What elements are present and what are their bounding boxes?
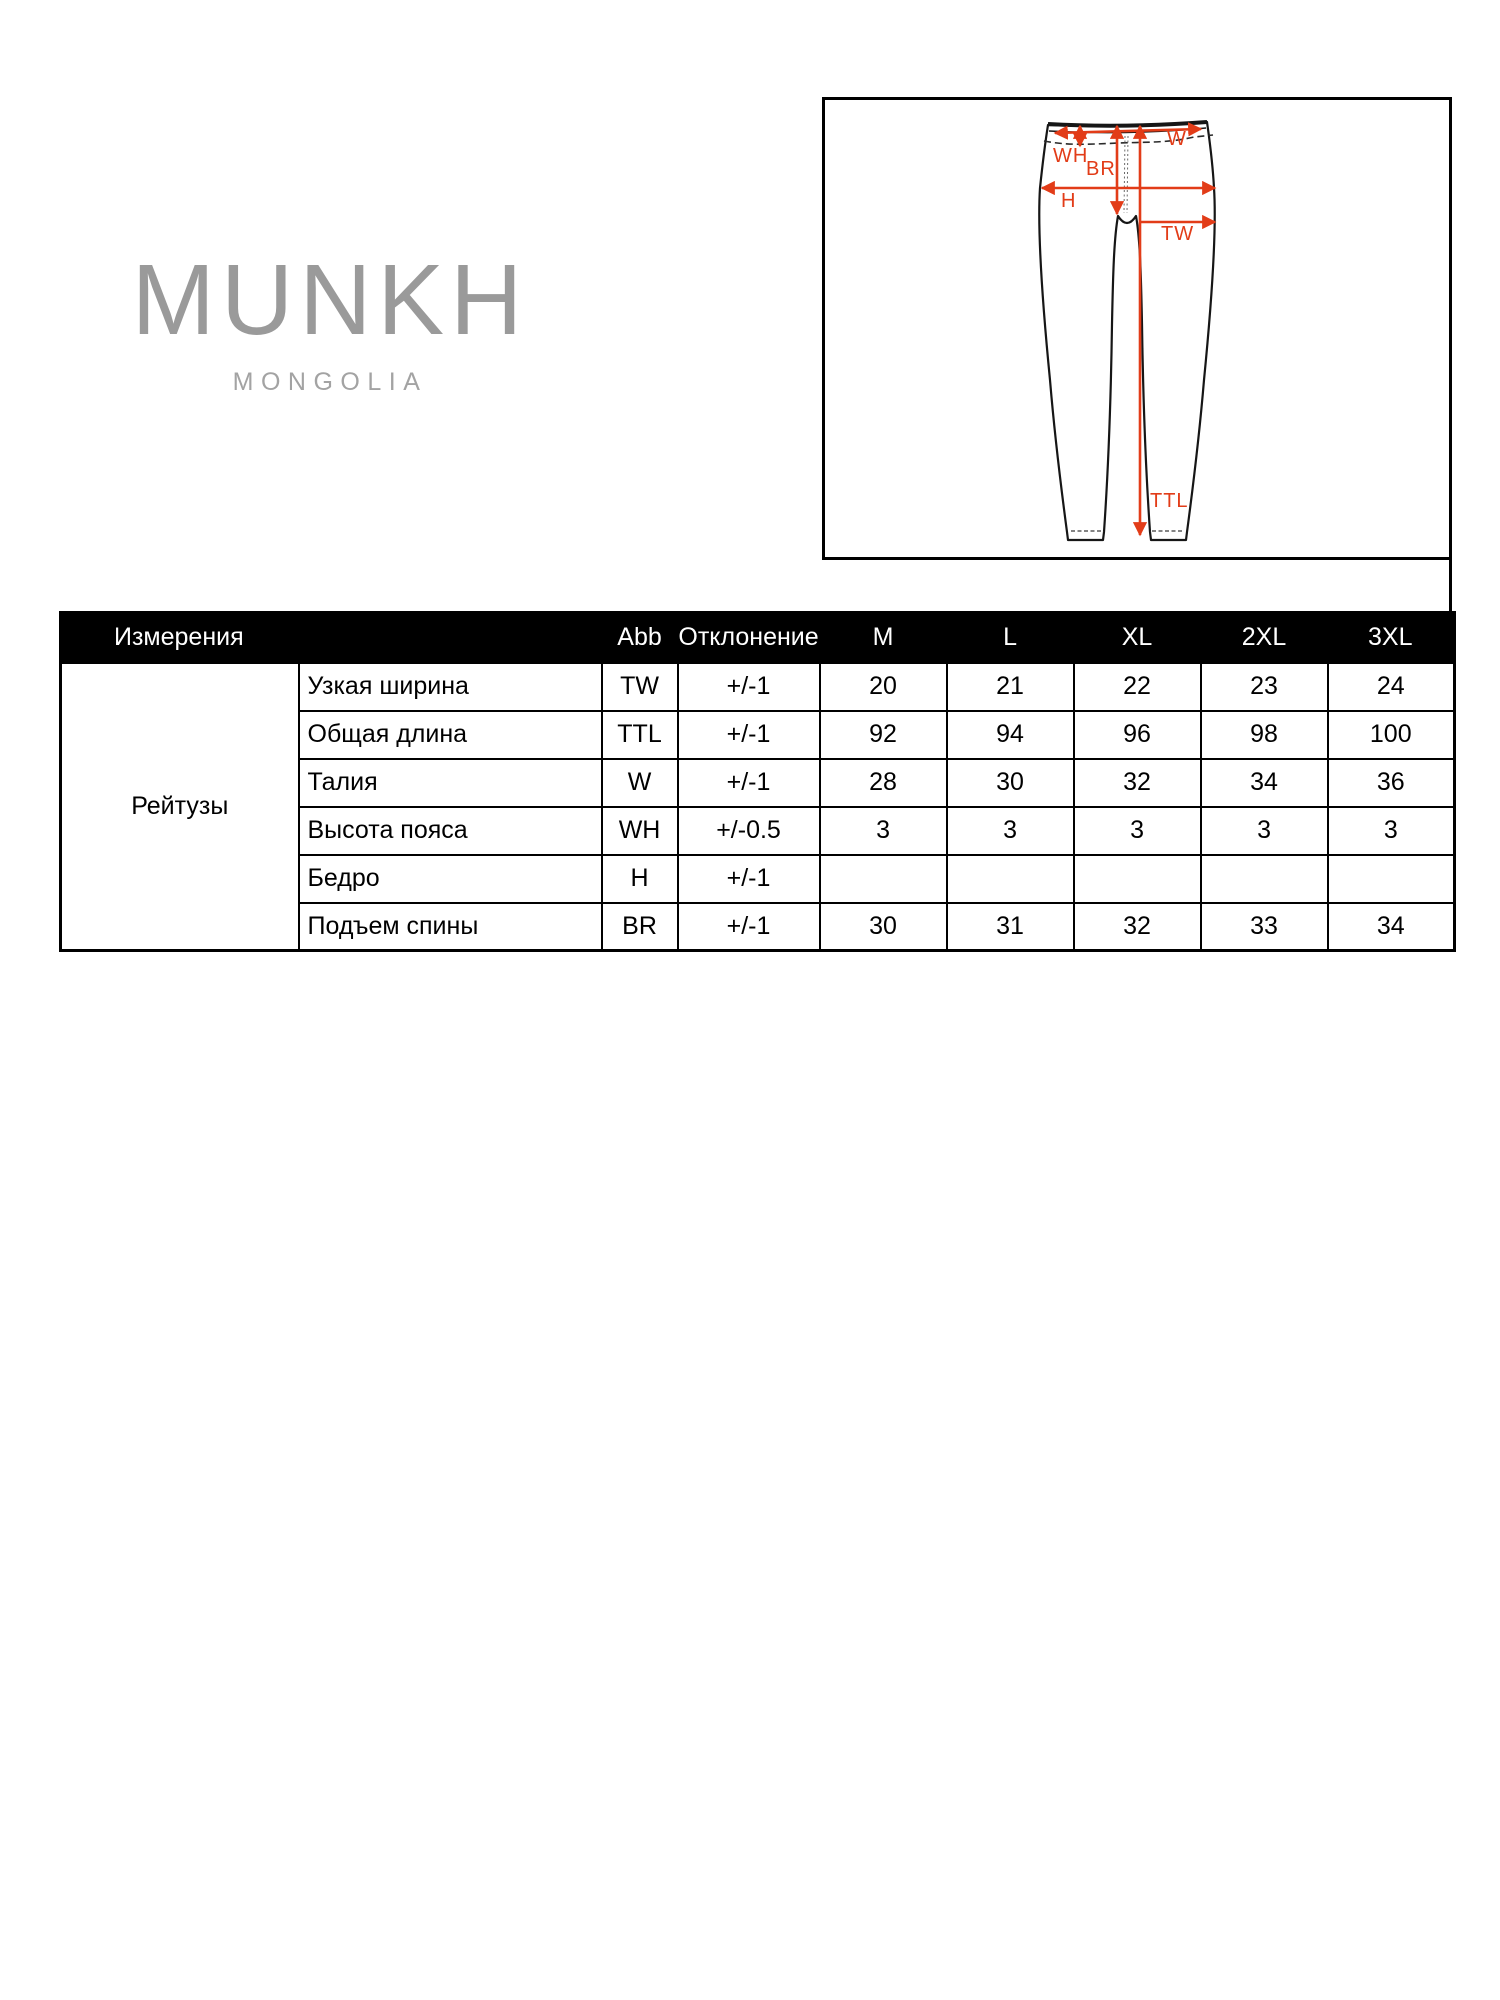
size-value-cell: 92 (820, 711, 947, 759)
tolerance-cell: +/-0.5 (678, 807, 820, 855)
col-header-size-l: L (947, 613, 1074, 663)
measurement-name-cell: Узкая ширина (299, 663, 602, 711)
spec-row-narrow-width (61, 663, 1455, 711)
measurement-name-cell: Талия (299, 759, 602, 807)
size-value-cell: 28 (820, 759, 947, 807)
tolerance-cell: +/-1 (678, 759, 820, 807)
tolerance-cell: +/-1 (678, 903, 820, 951)
size-value-cell: 3 (1074, 807, 1201, 855)
label-wh: WH (1053, 145, 1089, 167)
size-value-cell: 96 (1074, 711, 1201, 759)
size-value-cell: 3 (947, 807, 1074, 855)
col-header-size-m: M (820, 613, 947, 663)
size-value-cell: 22 (1074, 663, 1201, 711)
abb-cell: TW (602, 663, 678, 711)
abb-cell: W (602, 759, 678, 807)
size-value-cell: 33 (1201, 903, 1328, 951)
abb-cell: WH (602, 807, 678, 855)
size-value-cell: 24 (1328, 663, 1455, 711)
size-value-cell (1328, 855, 1455, 903)
brand-subtitle: MONGOLIA (232, 368, 428, 396)
size-value-cell: 3 (820, 807, 947, 855)
measurement-name-cell: Подъем спины (299, 903, 602, 951)
table-header-row (61, 613, 1455, 663)
size-value-cell: 23 (1201, 663, 1328, 711)
size-value-cell: 32 (1074, 903, 1201, 951)
measurement-name-cell: Бедро (299, 855, 602, 903)
size-value-cell: 30 (820, 903, 947, 951)
leggings-drawing (825, 100, 1449, 557)
col-header-measurements: Измерения (61, 613, 602, 663)
label-w: W (1167, 128, 1187, 150)
garment-group-label: Рейтузы (61, 663, 299, 951)
size-value-cell: 94 (947, 711, 1074, 759)
size-value-cell: 3 (1328, 807, 1455, 855)
size-value-cell: 21 (947, 663, 1074, 711)
size-value-cell: 31 (947, 903, 1074, 951)
col-header-abb: Abb (602, 613, 678, 663)
size-value-cell: 30 (947, 759, 1074, 807)
garment-diagram-box (822, 97, 1452, 560)
tolerance-cell: +/-1 (678, 663, 820, 711)
size-value-cell: 36 (1328, 759, 1455, 807)
size-value-cell: 20 (820, 663, 947, 711)
size-value-cell (820, 855, 947, 903)
abb-cell: BR (602, 903, 678, 951)
label-tw: TW (1161, 223, 1195, 245)
tolerance-cell: +/-1 (678, 855, 820, 903)
label-ttl: TTL (1150, 490, 1189, 512)
measurement-name-cell: Высота пояса (299, 807, 602, 855)
diagram-table-connector-line (1449, 558, 1452, 613)
col-header-size-xl: XL (1074, 613, 1201, 663)
size-value-cell: 32 (1074, 759, 1201, 807)
col-header-tolerance: Отклонение (678, 613, 820, 663)
size-value-cell: 98 (1201, 711, 1328, 759)
size-value-cell: 3 (1201, 807, 1328, 855)
waistband-top-edge (1048, 122, 1207, 126)
pants-outline (1039, 122, 1214, 540)
label-br: BR (1086, 158, 1116, 180)
size-value-cell: 100 (1328, 711, 1455, 759)
brand-logo (130, 244, 530, 397)
col-header-size-3xl: 3XL (1328, 613, 1455, 663)
size-value-cell (947, 855, 1074, 903)
brand-name: MUNKH (131, 244, 529, 356)
size-value-cell: 34 (1201, 759, 1328, 807)
size-value-cell: 34 (1328, 903, 1455, 951)
tolerance-cell: +/-1 (678, 711, 820, 759)
size-value-cell (1074, 855, 1201, 903)
abb-cell: TTL (602, 711, 678, 759)
abb-cell: H (602, 855, 678, 903)
measurement-name-cell: Общая длина (299, 711, 602, 759)
size-value-cell (1201, 855, 1328, 903)
col-header-size-2xl: 2XL (1201, 613, 1328, 663)
label-h: H (1061, 190, 1077, 212)
size-spec-table (59, 611, 1456, 952)
